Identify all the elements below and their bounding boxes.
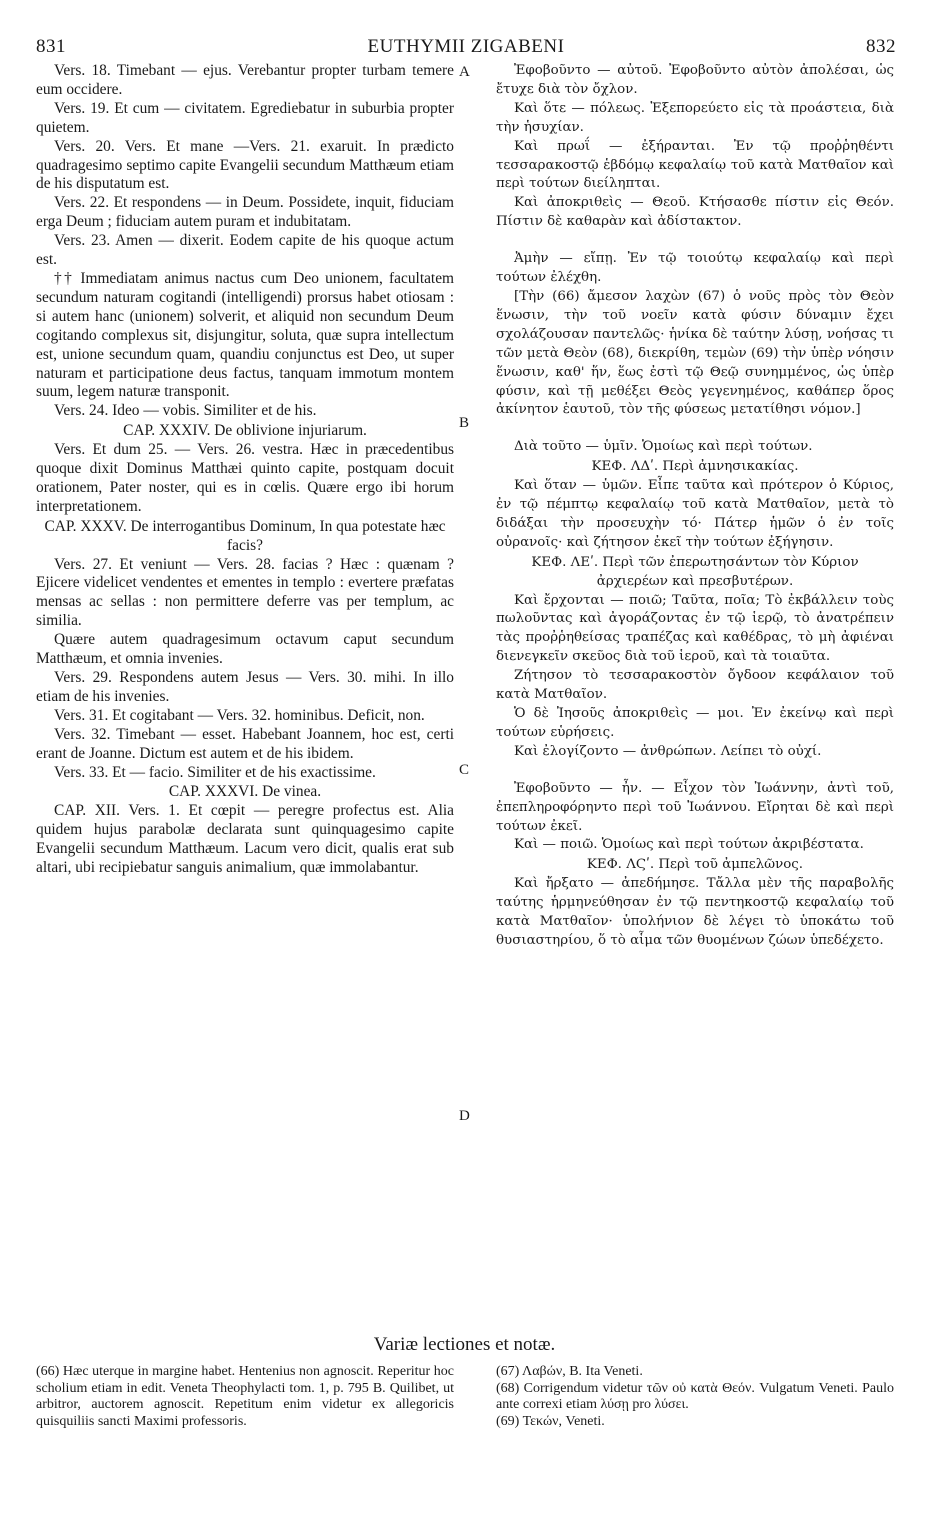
notes-title: Variæ lectiones et notæ.	[373, 1334, 556, 1355]
margin-letter-a: A	[459, 64, 470, 80]
greek-paragraph: Καὶ ἐλογίζοντο — ἀνθρώπων. Λείπει τὸ οὐχί.	[514, 743, 822, 759]
latin-paragraph: Vers. 22. Et respondens — in Deum. Possidete, inquit, fiduciam erga Deum ; fiduciam autem puram et indubitatam.	[36, 194, 454, 231]
greek-paragraph: Καὶ ἤρξατο — ἀπεδήμησε. Τἄλλα μὲν τῆς παραβολῆς ταύτης ἡρμηνεύθησαν ἐν τῷ πεντηκοστῷ κεφαλαίῳ τοῦ κατὰ Ματθαῖον· ὑπολήνιον δὲ λέγει τὸ ὑποκάτω τοῦ θυσιαστηρίου, ὅ τὸ αἷμα τῶν θυομένων ζώων ὑπεδέχετο.	[496, 876, 894, 948]
greek-paragraph: Ζήτησον τὸ τεσσαρακοστὸν ὄγδοον κεφάλαιον τοῦ κατὰ Ματθαῖον.	[496, 668, 894, 703]
notes-right	[496, 1364, 894, 1430]
greek-paragraph: Καὶ ὅταν — ὑμῶν. Εἶπε ταῦτα καὶ πρότερον ὁ Κύριος, ἐν τῷ πέμπτῳ κεφαλαίῳ τοῦ κατὰ Ματθαῖον, μετὰ τὸ διδάξαι τὴν προσευχὴν τό· Πάτερ ἡμῶν ὁ ἐν τοῖς οὐρανοῖς· καὶ ζήτησον ἐκεῖ τὴν τούτων ἐξήγησιν.	[496, 478, 894, 550]
greek-paragraph: Καὶ ἔρχονται — ποιῶ; Ταῦτα, ποῖα; Τὸ ἐκβάλλειν τοὺς πωλοῦντας καὶ ἀγοράζοντας ἐν τῷ ἱερῷ, τὸ ἀνατρέπειν τὰς προῤῥηθείσας τραπέζας καὶ καθέδρας, τὸ μὴ ἀφιέναι διενεγκεῖν σκεῦος διὰ τοῦ ἱεροῦ, καὶ τὰ τοιαῦτα.	[496, 592, 894, 665]
margin-letter-c: C	[459, 762, 470, 778]
greek-paragraph: Ἐφοβοῦντο — ἦν. — Εἶχον τὸν Ἰωάννην, ἀντὶ τοῦ, ἐπεπληροφόρηντο περὶ τοῦ Ἰωάννου. Εἴρηται δὲ καὶ περὶ τούτων ἐκεῖ.	[496, 780, 894, 834]
page-number-left: 831	[36, 36, 66, 57]
chapter-heading: CAP. XXXV. De interrogantibus Dominum, In qua potestate hæc facis?	[44, 517, 446, 554]
greek-paragraph: Καὶ — ποιῶ. Ὁμοίως καὶ περὶ τούτων ἀκριβέστατα.	[514, 837, 864, 853]
chapter-heading: ΚΕΦ. ΛΕʹ. Περὶ τῶν ἐπερωτησάντων τὸν Κύριον ἀρχιερέων καὶ πρεσβυτέρων.	[531, 554, 859, 589]
footnote: (69) Τεκών, Veneti.	[496, 1413, 605, 1429]
greek-paragraph: Καὶ πρωΐ — ἐξήρανται. Ἐν τῷ προῤῥηθέντι τεσσαρακοστῷ ἑβδόμῳ κεφαλαίῳ τοῦ κατὰ Ματθαῖον καὶ περὶ τούτων διείληπται.	[496, 138, 894, 192]
margin-letter-d: D	[459, 1108, 470, 1124]
greek-paragraph: Καὶ ἀποκριθεὶς — Θεοῦ. Κτήσασθε πίστιν εἰς Θεόν. Πίστιν δὲ καθαρὰν καὶ ἀδίστακτον.	[496, 195, 894, 230]
footnote: (68) Corrigendum videtur τῶν οὐ κατὰ Θεόν. Vulgatum Veneti. Paulo ante correxi etiam λύσῃ pro λύσει.	[496, 1380, 894, 1413]
latin-column	[36, 62, 454, 878]
greek-paragraph: Ἀμὴν — εἴπῃ. Ἐν τῷ τοιούτῳ κεφαλαίῳ καὶ περὶ τούτων ἐλέχθη.	[496, 251, 894, 286]
page-header	[36, 36, 896, 60]
chapter-heading: ΚΕΦ. ΛΔʹ. Περὶ ἀμνησικακίας.	[591, 459, 799, 475]
notes-left	[36, 1364, 454, 1430]
latin-paragraph: Vers. 24. Ideo — vobis. Similiter et de his.	[54, 402, 317, 420]
footnote: (66) Hæc uterque in margine habet. Hentenius non agnoscit. Reperitur hoc scholium etiam in edit. Veneta Theophylacti tom. 1, p. 795 B. Quilibet, ut arbitror, auctorem agnoscit. Repetitum enim videtur ex allegoricis quisquiliis sancti Maximi professoris.	[36, 1364, 454, 1429]
latin-paragraph: CAP. XII. Vers. 1. Et cœpit — peregre profectus est. Alia quidem hujus parabolæ declarata sunt quinquagesimo capite Evangelii secundum Matthæum. Lacum vero dicit, qualis erat sub altari, ubi recipiebatur sanguis animalium, quæ immolabantur.	[36, 802, 454, 877]
latin-paragraph: Vers. 19. Et cum — civitatem. Egrediebatur in suburbia propter quietem.	[36, 99, 454, 136]
greek-paragraph: Ἐφοβοῦντο — αὐτοῦ. Ἐφοβοῦντο αὐτὸν ἀπολέσαι, ὡς ἔτυχε διὰ τὸν ὄχλον.	[496, 63, 894, 97]
chapter-heading: ΚΕΦ. ΛϚʹ. Περὶ τοῦ ἀμπελῶνος.	[586, 857, 804, 873]
latin-paragraph: Vers. Et dum 25. — Vers. 26. vestra. Hæc in præcedentibus quoque dixit Dominus Matthæi quinto capite, postquam docuit orationem, Pater noster, qui es in cœlis. Quære ergo ibi horum interpretationem.	[36, 441, 454, 515]
latin-paragraph: Quære autem quadragesimum octavum caput secundum Matthæum, et omnia invenies.	[36, 631, 454, 668]
greek-paragraph: Καὶ ὅτε — πόλεως. Ἐξεπορεύετο εἰς τὰ προάστεια, διὰ τὴν ἡσυχίαν.	[496, 100, 894, 135]
latin-paragraph: Vers. 33. Et — facio. Similiter et de his exactissime.	[54, 763, 376, 781]
footnote: (67) Λαβών, B. Ita Veneti.	[496, 1364, 643, 1379]
greek-column	[496, 62, 894, 951]
greek-paragraph: Διὰ τοῦτο — ὑμῖν. Ὁμοίως καὶ περὶ τούτων.	[514, 439, 813, 455]
greek-paragraph: [Τὴν (66) ἄμεσον λαχὼν (67) ὁ νοῦς πρὸς τὸν Θεὸν ἕνωσιν, τὴν τοῦ νοεῖν κατὰ φύσιν δύναμιν ἔχει σχολάζουσαν παντελῶς· ἡνίκα δὲ ταύτην λύσῃ, νοήσας τι τῶν μετὰ Θεὸν (68), διεκρίθη, τεμὼν (69) τὴν ὑπὲρ νόησιν ἕνωσιν, καθ' ἥν, ἕως ἐστὶ τῷ Θεῷ συνημμένος, ὡς ὑπὲρ φύσιν, καὶ τῇ μεθέξει Θεὸς γεγενημένος, καθάπερ ὅρος ἀκίνητον ἑαυτοῦ, τὸν τῆς φύσεως μετατίθησι νόμον.]	[496, 288, 894, 418]
page-number-right: 832	[866, 36, 896, 57]
greek-paragraph: Ὁ δὲ Ἰησοῦς ἀποκριθεὶς — μοι. Ἐν ἐκείνῳ καὶ περὶ τούτων εὑρήσεις.	[496, 706, 894, 740]
margin-letter-b: B	[459, 415, 470, 431]
chapter-heading: CAP. XXXVI. De vinea.	[168, 783, 322, 801]
latin-paragraph: Vers. 20. Vers. Et mane —Vers. 21. exaruit. In prædicto quadragesimo septimo capite Evangelii secundum Matthæum etiam de his disputatum est.	[36, 137, 454, 193]
latin-paragraph: †† Immediatam animus nactus cum Deo unionem, facultatem secundum naturam cogitandi (intelligendi) prorsus habet otiosam : si autem hanc (unionem) solverit, et aliquid non secundum Deum cogitando complexus sit, disjungitur, soluta, quæ supra intellectum est, unione secundum quam, quandiu conjunctus est Deo, ut super naturam et participatione deus factus, tanquam immotum montem suum, legem naturæ transponit.	[36, 269, 454, 401]
latin-paragraph: Vers. 29. Respondens autem Jesus — Vers. 30. mihi. In illo etiam de his invenies.	[36, 669, 454, 705]
latin-paragraph: Vers. 23. Amen — dixerit. Eodem capite de his quoque actum est.	[36, 232, 454, 269]
latin-paragraph: Vers. 27. Et veniunt — Vers. 28. facias ? Hæc : quænam ? Ejicere videlicet vendentes et ementes in templo : evertere præfatas mensas ac sellas : non permittere deferre vas per templum, ac similia.	[36, 555, 454, 630]
latin-paragraph: Vers. 18. Timebant — ejus. Verebantur propter turbam temere eum occidere.	[36, 62, 454, 98]
running-title: EUTHYMII ZIGABENI	[367, 36, 565, 57]
chapter-heading: CAP. XXXIV. De oblivione injuriarum.	[123, 422, 367, 440]
latin-paragraph: Vers. 32. Timebant — esset. Habebant Joannem, hoc est, certi erant de Joanne. Dictum est autem et de his ibidem.	[36, 725, 454, 762]
latin-paragraph: Vers. 31. Et cogitabant — Vers. 32. hominibus. Deficit, non.	[54, 706, 425, 724]
